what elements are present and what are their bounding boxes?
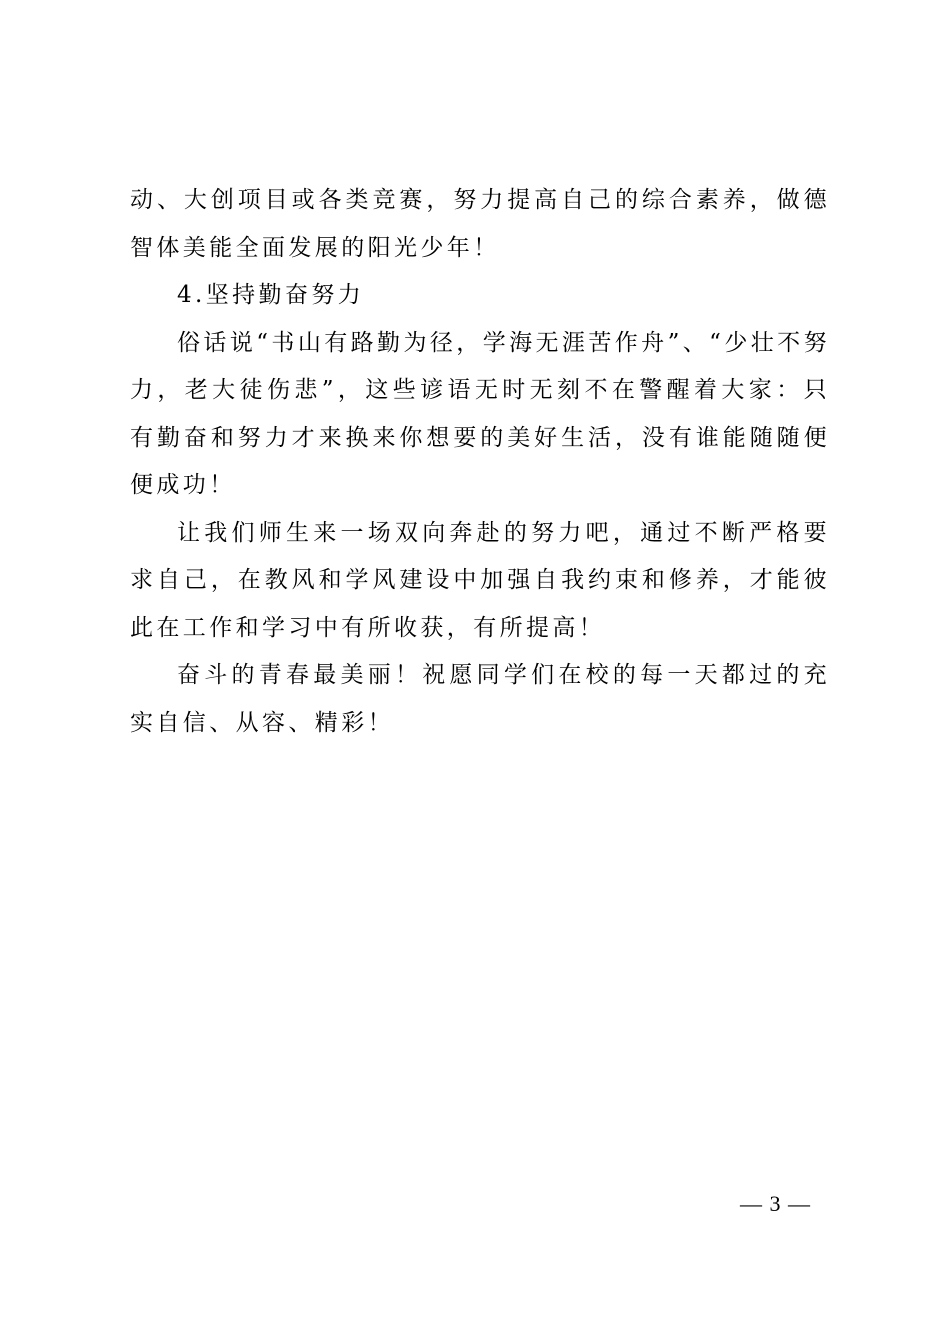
paragraph-teachers-students: 让我们师生来一场双向奔赴的努力吧，通过不断严格要求自己，在教风和学风建设中加强自我约束和修养，才能彼此在工作和学习中有所收获，有所提高！: [130, 519, 830, 641]
paragraph-continuation: 动、大创项目或各类竞赛，努力提高自己的综合素养，做德智体美能全面发展的阳光少年！: [130, 187, 830, 261]
paragraph-diligence: 俗话说“书山有路勤为径，学海无涯苦作舟”、“少壮不努力，老大徒伤悲”，这些谚语无时无刻不在警醒着大家：只有勤奋和努力才来换来你想要的美好生活，没有谁能随随便便成功！: [130, 329, 830, 498]
body-text: [130, 177, 830, 747]
section-heading: 4.坚持勤奋努力: [177, 282, 365, 308]
page-number: — 3 —: [740, 1191, 811, 1216]
paragraph-closing: 奋斗的青春最美丽！祝愿同学们在校的每一天都过的充实自信、从容、精彩！: [130, 662, 830, 736]
